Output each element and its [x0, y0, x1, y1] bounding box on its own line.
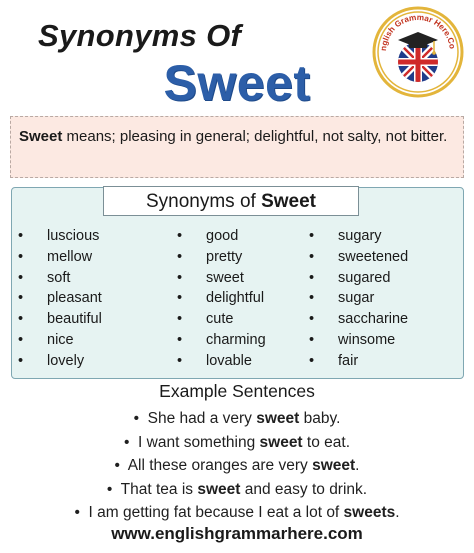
list-item — [18, 330, 102, 351]
list-item — [177, 247, 266, 268]
example-sentence — [0, 454, 474, 478]
sentence-before: I am getting fat because I eat a lot of — [88, 504, 344, 521]
bullet-icon: • — [18, 228, 24, 244]
synonym-word: delightful — [206, 290, 265, 307]
bullet-icon: • — [18, 290, 24, 307]
list-item — [309, 330, 408, 351]
list-item — [309, 288, 408, 309]
sentence-keyword: sweets — [343, 504, 396, 521]
synonym-word: soft — [47, 269, 71, 286]
example-sentence — [0, 501, 474, 525]
synonym-word: sugared — [338, 269, 391, 286]
list-item — [18, 226, 102, 247]
sentence-before: That tea is — [120, 480, 198, 498]
bullet-icon: • — [177, 290, 183, 307]
list-item — [177, 309, 266, 330]
page-title-word: Sweet — [163, 55, 311, 111]
sentence-before: All these oranges are very — [127, 457, 313, 474]
bullet-icon: • — [177, 331, 183, 348]
bullet-icon: • — [309, 269, 315, 286]
example-sentence — [0, 407, 474, 431]
bullet-icon: • — [177, 352, 183, 369]
synonym-word: pleasant — [47, 290, 102, 307]
bullet-icon: • — [309, 290, 315, 307]
sentence-after: . — [355, 457, 360, 474]
list-item — [18, 351, 102, 372]
page-title-line1: Synonyms Of — [38, 18, 242, 53]
list-item — [309, 247, 408, 268]
site-logo — [372, 6, 464, 98]
bullet-icon: • — [309, 228, 315, 244]
definition-text: means; pleasing in general; delightful, not salty, not bitter. — [62, 128, 448, 145]
list-item — [177, 351, 266, 372]
synonym-word: nice — [47, 331, 74, 348]
list-item — [18, 268, 102, 289]
sentence-before: I want something — [138, 433, 260, 451]
bullet-icon: • — [18, 352, 24, 369]
union-jack-graduation-cap-icon — [372, 6, 464, 98]
bullet-icon: • — [177, 269, 183, 286]
bullet-icon: • — [177, 228, 183, 244]
site-url: www.englishgrammarhere.com — [111, 524, 363, 543]
list-item — [18, 309, 102, 330]
sentence-before: She had a very — [147, 410, 257, 427]
bullet-icon: • — [309, 352, 315, 369]
bullet-icon: • — [18, 248, 24, 265]
bullet-icon: • — [177, 311, 183, 328]
sentence-after: and easy to drink. — [240, 480, 368, 498]
synonym-word: sugar — [338, 290, 375, 307]
bullet-icon: • — [309, 311, 315, 328]
sentence-keyword: sweet — [197, 480, 241, 498]
example-sentence — [0, 431, 474, 455]
example-sentences-title: Example Sentences — [159, 381, 315, 401]
list-item — [309, 309, 408, 330]
synonyms-heading-prefix: Synonyms of — [145, 191, 262, 212]
bullet-icon: • — [18, 269, 24, 286]
synonym-word: charming — [206, 331, 266, 348]
synonym-word: lovable — [206, 352, 252, 369]
sentence-after: baby. — [299, 410, 341, 427]
sentence-after: . — [395, 504, 400, 521]
synonym-word: mellow — [47, 248, 93, 265]
list-item — [177, 268, 266, 289]
list-item — [18, 247, 102, 268]
list-item — [177, 330, 266, 351]
synonym-word: luscious — [47, 228, 100, 244]
list-item — [309, 351, 408, 372]
synonym-word: sweetened — [338, 248, 409, 265]
bullet-icon: • — [18, 311, 24, 328]
bullet-icon: • — [309, 248, 315, 265]
synonym-word: fair — [338, 352, 359, 369]
synonyms-heading — [103, 186, 359, 216]
bullet-icon: • — [309, 331, 315, 348]
logo-text: nglish Grammar Here.Co — [378, 12, 457, 52]
synonym-word: winsome — [338, 331, 396, 348]
sentence-keyword: sweet — [256, 410, 300, 427]
synonym-word: sweet — [206, 269, 244, 286]
definition-box — [10, 116, 464, 178]
synonyms-heading-word: Sweet — [261, 191, 317, 212]
synonym-word: sugary — [338, 228, 382, 244]
bullet-icon: • — [114, 457, 120, 474]
list-item — [309, 268, 408, 289]
synonym-word: beautiful — [47, 311, 102, 328]
list-item — [309, 226, 408, 247]
bullet-icon: • — [106, 480, 113, 498]
synonym-column-2 — [177, 226, 266, 372]
synonym-word: lovely — [47, 352, 85, 369]
list-item — [177, 226, 266, 247]
bullet-icon: • — [18, 331, 24, 348]
bullet-icon: • — [74, 504, 80, 521]
bullet-icon: • — [133, 410, 140, 427]
list-item — [177, 288, 266, 309]
sentence-keyword: sweet — [312, 457, 356, 474]
example-sentence — [0, 478, 474, 502]
synonym-column-3 — [309, 226, 408, 372]
synonym-word: cute — [206, 311, 234, 328]
synonym-word: good — [206, 228, 239, 244]
sentence-keyword: sweet — [259, 433, 303, 451]
synonym-column-1 — [18, 226, 102, 372]
example-sentences-list — [0, 407, 474, 525]
list-item — [18, 288, 102, 309]
sentence-after: to eat. — [302, 433, 351, 451]
bullet-icon: • — [123, 433, 130, 451]
synonym-word: pretty — [206, 248, 243, 265]
synonym-word: saccharine — [338, 311, 409, 328]
definition-word: Sweet — [19, 128, 63, 145]
bullet-icon: • — [177, 248, 183, 265]
